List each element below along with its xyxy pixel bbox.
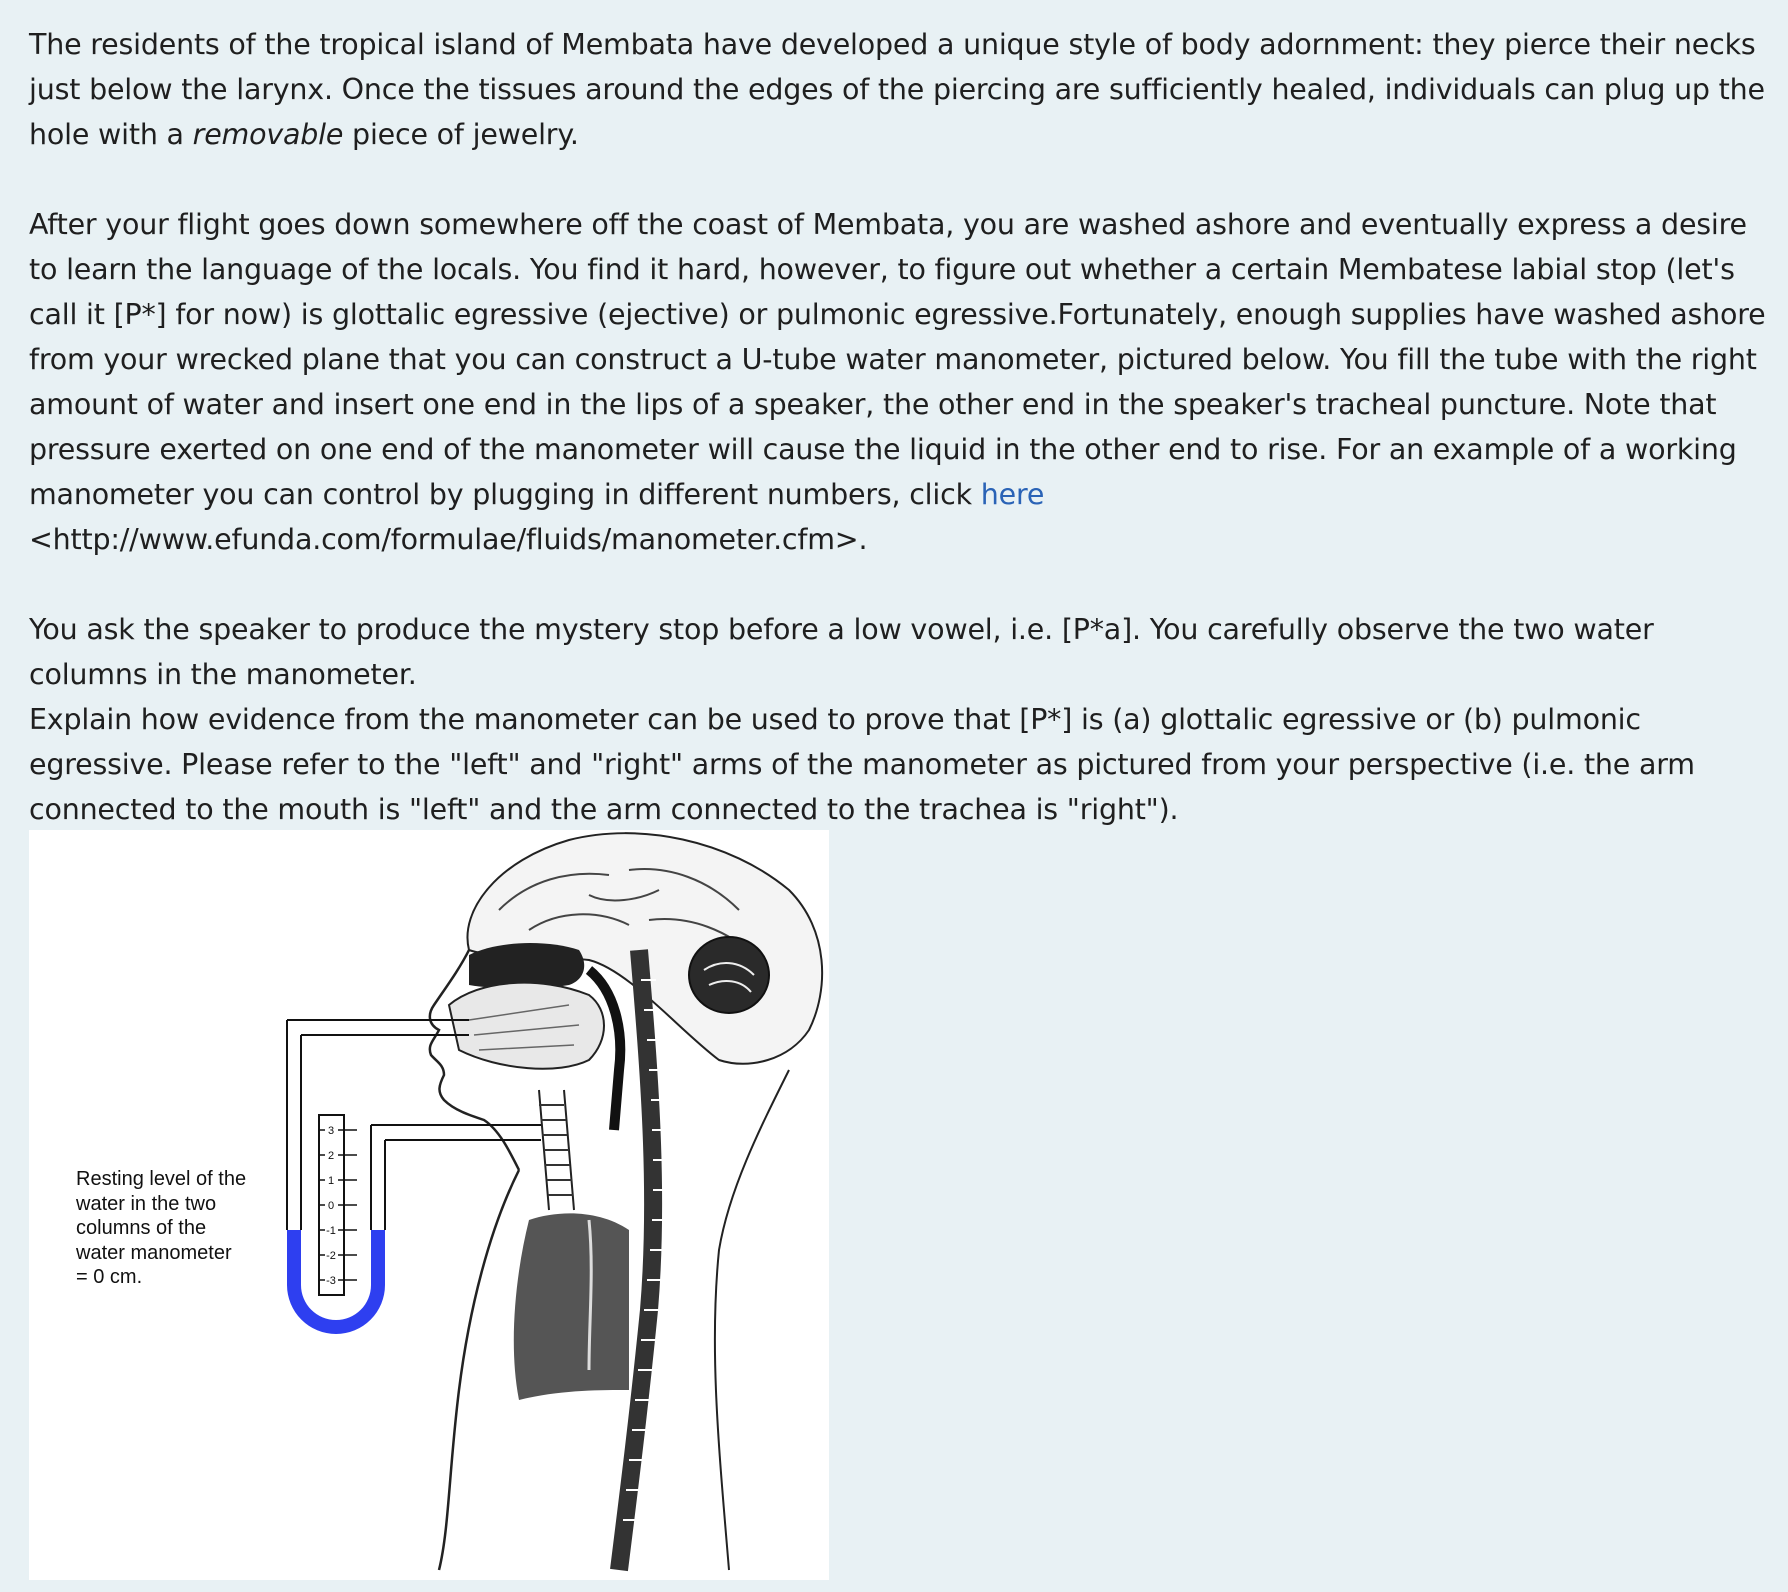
- scale-label-3: 3: [327, 1125, 335, 1137]
- scale-label-0: 0: [327, 1200, 335, 1212]
- question-text: [29, 22, 1769, 832]
- manometer-link[interactable]: here: [980, 478, 1045, 511]
- scale-label-neg2: -2: [326, 1250, 336, 1262]
- tongue: [449, 983, 604, 1069]
- scale-label-neg3: -3: [326, 1275, 336, 1287]
- scale-label-neg1: -1: [326, 1225, 336, 1237]
- thoracic-cavity: [514, 1213, 629, 1400]
- prompt-paragraph: Explain how evidence from the manometer can be used to prove that [P*] is (a) glottalic egressive or (b) pulmonic egressive. Please refer to the "left" and "right" arms of the manometer as pictured from your perspective (i.e. the arm connected to the mouth is "left" and the arm connected to the trachea is "right").: [29, 703, 1695, 826]
- resting-level-caption: Resting level of the water in the two columns of the water manometer = 0 cm.: [76, 1168, 247, 1288]
- cerebellum: [689, 937, 769, 1013]
- chest-outline: [439, 1170, 519, 1570]
- intro-paragraph: The residents of the tropical island of Membata have developed a unique style of body adornment: they pierce their necks just below the larynx. Once the tissues around the edges of the piercing are sufficiently healed, individuals can plug up the hole with a removable piece of jewelry.: [29, 28, 1765, 151]
- manometer-figure: [29, 830, 829, 1580]
- emphasis-removable: removable: [192, 118, 344, 151]
- back-outline: [715, 1070, 789, 1570]
- scale-label-1: 1: [327, 1175, 335, 1187]
- scenario-paragraph: After your flight goes down somewhere off the coast of Membata, you are washed ashore and eventually express a desire to learn the language of the locals. You find it hard, however, to figure out whether a certain Membatese labial stop (let's call it [P*] for now) is glottalic egressive (ejective) or pulmonic egressive.Fortunately, enough supplies have washed ashore from your wrecked plane that you can construct a U-tube water manometer, pictured below. You fill the tube with the right amount of water and insert one end in the lips of a speaker, the other end in the speaker's tracheal puncture. Note that pressure exerted on one end of the manometer will cause the liquid in the other end to rise. For an example of a working manometer you can control by plugging in different numbers, click here <http://www.efunda.com/formulae/fluids/manometer.cfm>.: [29, 208, 1766, 556]
- scale-label-2: 2: [327, 1150, 335, 1162]
- observation-paragraph: You ask the speaker to produce the mystery stop before a low vowel, i.e. [P*a]. You carefully observe the two water columns in the manometer.: [29, 613, 1654, 691]
